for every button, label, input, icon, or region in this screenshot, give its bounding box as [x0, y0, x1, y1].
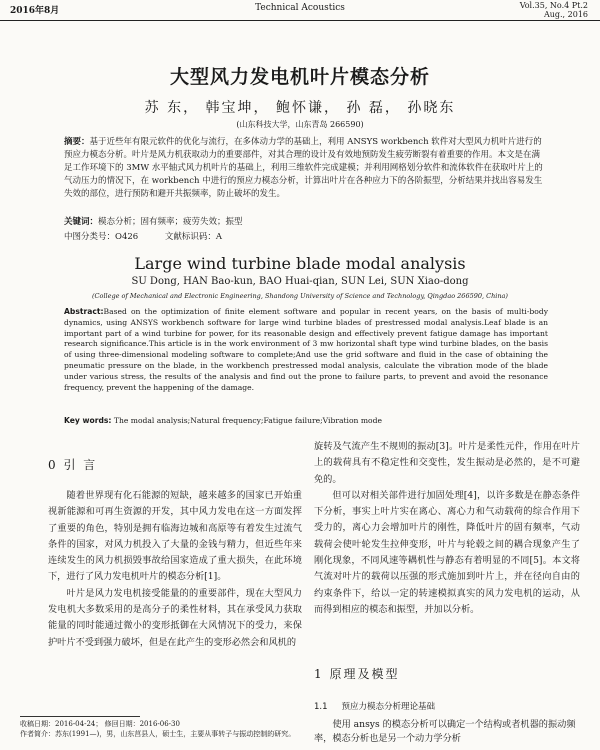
keywords-label-chinese: 关键词： — [64, 217, 99, 227]
keywords-label-english: Key words: — [64, 416, 112, 425]
issue-date: 2016年8月 — [10, 6, 60, 16]
right-column-body — [314, 439, 580, 618]
subsection-title: 预应力模态分析理论基础 — [341, 702, 436, 712]
subsection-number: 1.1 — [314, 702, 328, 712]
abstract-english — [64, 307, 548, 393]
document-code: 文献标识码：A — [164, 232, 223, 242]
volume-info: Vol.35, No.4 Pt.2 Aug., 2016 — [519, 1, 588, 19]
title-english: Large wind turbine blade modal analysis — [134, 254, 466, 273]
section-0-heading: 0 引 言 — [48, 458, 98, 472]
paragraph: 叶片是风力发电机接受能量的的重要部件，现在大型风力发电机大多数采用的是高分子的柔性材料，其在承受风力获取能量的同时能通过微小的变形抵御在大风情况下的受力，来保护叶片不受到强力破坏，但是在此产生的变形必然会和风机的 — [48, 587, 302, 648]
keywords-text-english: The modal analysis;Natural frequency;Fatigue failure;Vibration mode — [113, 416, 382, 425]
subsection-first-line: 使用 ansys 的模态分析可以确定一个结构或者机器的振动频率，模态分析也是另一个动力学分析 — [314, 719, 576, 744]
footnote-divider — [20, 716, 140, 717]
affiliation-english: (College of Mechanical and Electronic Engineering, Shandong University of Science and Technology, Qingdao 266590, China) — [92, 292, 508, 300]
keywords-text-chinese: 模态分析；固有频率；疲劳失效；振型 — [98, 217, 243, 227]
section-1-heading: 1 原理及模型 — [314, 667, 400, 681]
affiliation-chinese: (山东科技大学，山东青岛 266590) — [236, 120, 364, 129]
keywords-english — [64, 416, 548, 425]
author-bio: 作者简介：苏东(1991—)，男，山东莒县人，硕士生，主要从事转子与振动控制的研究。 — [20, 729, 296, 738]
footnote — [20, 720, 300, 739]
abstract-label-english: Abstract: — [64, 307, 104, 316]
subsection-1-1-heading — [314, 700, 435, 712]
title-chinese: 大型风力发电机叶片模态分析 — [169, 66, 430, 88]
received-date: 收稿日期：2016-04-24； 修回日期：2016-06-30 — [20, 720, 180, 728]
clc-number: 中图分类号：O426 — [64, 232, 139, 242]
classification-chinese — [64, 230, 246, 242]
paragraph: 旋转及气流产生不规则的振动[3]。叶片是柔性元件，作用在叶片上的载荷具有不稳定性和交变性，发生振动是必然的，是不可避免的。 — [314, 441, 580, 485]
authors-chinese: 苏 东， 韩宝坤， 鲍怀谦， 孙 磊， 孙晓东 — [144, 100, 456, 116]
keywords-chinese — [64, 215, 548, 227]
abstract-text-english: Based on the optimization of finite element software and popular in recent years, on the basis of multi-body dynamics, using ANSYS workbench software for large wind turbine blades of prestressed modal analysis.Leaf blade is an important part of a wind turbine for power, for its reasonable design and effectively prevent fatigue damage has important research significance.This article is in the work environment of 3 mw horizontal shaft type wind turbine blades, on the basis of using three-dimensional modeling software to complete;And use the grid software and fluid in the case of obtaining the pneumatic pressure on the blade, in the workbench prestressed modal analysis, calculate the vibration mode of the blade under various stress, the results of the analysis and find out the prone to failure parts, to prevent and avoid the resonance frequency, prevent the happening of the damage. — [64, 307, 548, 392]
abstract-label-chinese: 摘要： — [64, 137, 90, 147]
journal-name: Technical Acoustics — [255, 3, 345, 13]
paragraph: 但可以对相关部件进行加固处理[4]，以许多数是在静态条件下分析，事实上叶片实在离心、离心力和气动载荷的综合作用下受力的，离心力会增加叶片的刚性，降低叶片的固有频率，气动载荷会使叶轮发生拉伸变形，叶片与轮毂之间的耦合现象产生了刚化现象，不同风速等耦机性与静态有着明显的不同[5]。本文将气流对叶片的载荷以压强的形式施加到叶片上，并在径向自由的约束条件下，给以一定的转速模拟真实的风力发电机的运动，从而得到相应的模态和振型，并加以分析。 — [314, 489, 580, 615]
running-head — [0, 0, 600, 21]
paragraph: 随着世界现有化石能源的短缺，越来越多的国家已开始重视新能源和可再生资源的开发，其中风力发电在这一方面发挥了重要的角色，特别是拥有临海边城和高原等有着发生过流气条件的国家，对风力机投入了大量的金钱与精力，但近些年来连续发生的风力机损毁事故给国家造成了重大损失，在此环境下，进行了风力发电机叶片的模态分析[1]。 — [48, 490, 302, 583]
left-column-body — [48, 488, 302, 651]
authors-english: SU Dong, HAN Bao-kun, BAO Huai-qian, SUN Lei, SUN Xiao-dong — [131, 276, 469, 287]
abstract-text-chinese: 基于近些年有限元软件的优化与流行，在多体动力学的基础上，利用 ANSYS workbench 软件对大型风力机叶片进行的预应力模态分析。叶片是风力机获取动力的重要部件，对其合理的设计及有效地预防发生疲劳断裂有着重要的作用。本文是在满足工作环境下的 3MW 水平轴式风力机叶片的基础上，利用三维软件完成建模；并利用网格划分软件和流体软件在获取叶片上的气动压力的情况下，在 workbench 中进行的预应力模态分析，计算出叶片在各种应力下的各阶振型，分析结果并找出容易发生失效的部位，进行预防和避开共振频率，防止破坏的发生。 — [64, 137, 543, 199]
abstract-chinese — [64, 136, 548, 201]
